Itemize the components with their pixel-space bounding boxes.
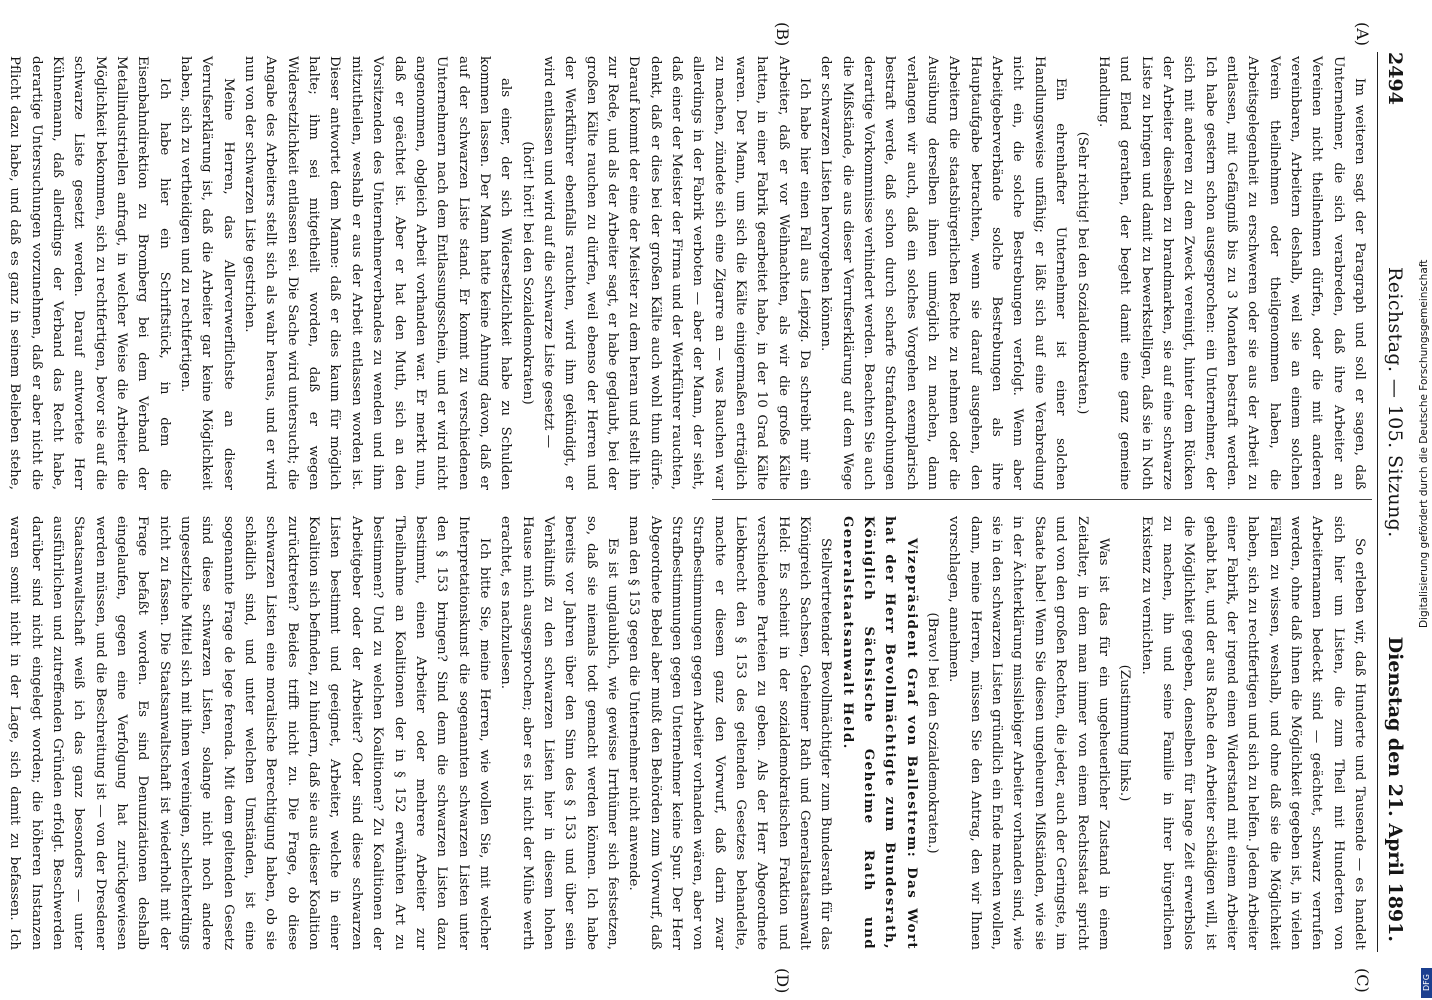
paragraph: Was ist das für ein ungeheuerlicher Zustand in einem Zeitalter, in dem man immer von einem Rechtsstaat spricht und von den großen Rechten, die jeder, auch der Geringste, im Staate habe! Wenn Sie diesen ungeheuren Mißständen, wie sie in der Ächterklärung missliebiger Arbeiter vorhanden sind, wie sie in den schwarzen Listen gründlich ein Ende machen wollen, dann, meine Herren, müssen Sie den Antrag, den wir Ihnen vorschlagen, annehmen. bbox=[946, 516, 1111, 950]
paragraph: Stellvertretender Bevollmächtigter zum Bundesrath für das Königreich Sachsen, Geheimer Rath und Generalstaatsanwalt Held: Es scheint in der sozialdemokratischen Fraktion und verschiedene Parteien zu geben. Als der Herr Abgeordnete Liebknecht den § 153 des geltenden Gesetzes behandelte, machte er diesem ganz den Vorwurf, daß darin zwar Strafbestimmungen gegen Arbeiter vorhanden wären, aber von Strafbestimmungen gegen Unternehmer keine Spur. Der Herr Abgeordnete Bebel aber mußt den Behörden zum Vorwurf, daß man den § 153 gegen die Unternehmer nicht anwende. bbox=[626, 516, 834, 950]
margin-marker-b: (B) bbox=[773, 22, 792, 47]
paragraph: So erleben wir, daß Hunderte und Tausende — es handelt sich hier um Listen, die zum Theil mit Hunderten von Arbeiternamen bedeckt sind — geächtet, schwarz verrufen werden, ohne daß ihnen die Möglichkeit gegeben ist, in vielen Fällen zu wissen, weshalb, und ohne daß sie die Möglichkeit haben, sich zu rechtfertigen und sich zu helfen. Jedem Arbeiter einer Fabrik, der irgend einen Widerstand mit einem Arbeiter gehabt hat, und der aus Rache den Arbeiter schädigen will, ist die Möglichkeit gegeben, denselben für lange Zeit erwerbslos zu machen, ihn und seine Familie in ihrer bürgerlichen Existenz zu vernichten. bbox=[1138, 516, 1367, 950]
paragraph: Ich habe hier ein Schriftstück, in dem die Eisenbahndirektion zu Bromberg bei dem Verband der Metallindustriellen anfragt, in welcher Weise die Arbeiter die Möglichkeit bekommen, sich zu rechtfertigen, bevor sie auf die schwarze Liste gesetzt werden. Darauf antwortete Herr Kühnemann, daß allerdings der Verband das Recht habe, derartige Untersuchungen vorzunehmen, daß er aber nicht die Pflicht dazu habe, und daß es ganz in seinem Belieben stehe, bbox=[7, 56, 172, 490]
dfg-logo: DFG bbox=[1421, 968, 1432, 998]
interjection: (Sehr richtig! bei den Sozialdemokraten.) bbox=[1074, 131, 1090, 415]
session-date: Dienstag den 21. April 1891. bbox=[1384, 636, 1406, 942]
paragraph: Es ist unglaublich, wie gewisse Irrthümer sich festsetzen, so, daß sie niemals todt gemacht werden können. Ich habe bereits vor Jahren über den Sinn des § 153 und über sein Verhältniß zu den schwarzen Listen hier in diesem hohen Hause mich ausgesprochen; aber es ist nicht der Mühe werth erachtet, es nachzulesen. bbox=[498, 516, 620, 950]
paragraph: Ein ehrenhafter Unternehmer ist einer solchen Handlungsweise unfähig; er läßt sich auf eine Verabredung nicht ein, die solche Bestrebungen verfolgt. Wenn aber Arbeitgeberverbände solche Bestrebungen als ihre Hauptaufgabe betrachten, wenn sie darauf ausgehen, den Arbeitern die staatsbürgerlichen Rechte zu nehmen oder die Ausübung derselben ihnen unmöglich zu machen, dann verlangen wir auch, daß ein solches Vorgehen exemplarisch bestraft werde, daß schon durch scharfe Strafandrohungen derartige Vorkommnisse verhindert werden. Beachten Sie auch die Mißstände, die aus dieser Verrufserklärung auf dem Wege der schwarzen Listen hervorgehen können. bbox=[818, 56, 1069, 490]
paragraph: Ich bitte Sie, meine Herren, wie wollen Sie, mit welcher Interpretationskunst die sogenannten schwarzen Listen unter den § 153 bringen? Sind denn die schwarzen Listen dazu bestimmt, einen Arbeiter oder mehrere Arbeiter zur Theilnahme an Koalitionen der in § 152 erwähnten Art zu bestimmen? Und zu welchen Koalitionen? Zu Koalitionen der Arbeitgeber oder der Arbeiter? Oder sind diese schwarzen Listen bestimmt und geeignet, Arbeiter, welche in einer Koalition sich befinden, zu hindern, daß sie aus dieser Koalition zurücktreten? Beides trifft nicht zu. Die Frage, ob diese schwarzen Listen eine moralische Berechtigung haben, ob sie schädlich sind, und unter welchen Umständen, ist eine sogenannte Frage de lege ferenda. Mit dem geltenden Gesetz sind diese schwarzen Listen, solange nicht noch andere ungesetzliche Mittel sich mit ihnen vereinigen, schlechterdings nicht zu fassen. Die Staatsanwaltschaft ist wiederholt mit der Frage befaßt worden. Es sind Denunziationen deshalb eingelaufen, gegen eine Verfolgung hat zurückgewiesen werden müssen, und die Beschreitung ist — von der Dresdener Staatsanwaltschaft weiß ich das ganz besonders — unter ausführlichen und zutreffenden Gründen erfolgt. Beschwerden darüber sind nicht eingelegt worden; die höheren Instanzen waren somit nicht in der Lage, sich damit zu befassen. Ich bbox=[7, 516, 492, 950]
interjection: (Bravo! bei den Sozialdemokraten.) bbox=[925, 612, 941, 854]
margin-marker-a: (A) bbox=[1353, 22, 1372, 47]
page-number: 2494 bbox=[1384, 52, 1406, 105]
interjection: (hört! hört! bei den Sozialdemokraten) bbox=[519, 141, 535, 405]
session-title: Reichstag. — 105. Sitzung. bbox=[1384, 267, 1406, 538]
page-header bbox=[1382, 52, 1412, 942]
speaker-paragraph: Vizepräsident Graf von Ballestrem: Das Wort hat der Herr Bevollmächtigte zum Bundesrath, Königlich Sächsische Geheime Rath und Generalstaatsanwalt Held. bbox=[839, 516, 920, 950]
left-column bbox=[7, 56, 1370, 490]
interjection: (Zustimmung links.) bbox=[1117, 664, 1133, 802]
digitization-credit: Digitalisierung gefördert durch die Deutsche Forschungsgemeinschaft bbox=[1418, 259, 1430, 628]
header-rule bbox=[1377, 52, 1378, 952]
paragraph: Meine Herren, das Allerverwerflichste an dieser Verrufserklärung ist, daß die Arbeiter gar keine Möglichkeit haben, sich zu vertheidigen und zu rechtfertigen. bbox=[178, 56, 236, 490]
paragraph: Im weiteren sagt der Paragraph und soll er sagen, daß Unternehmer, die sich verabreden, daß ihre Arbeiter an Vereinen nicht theilnehmen dürfen, oder die mit anderen vereinbaren, Arbeitern deshalb, weil sie an einem solchen Verein theilnehmen oder theilgenommen haben, die Arbeitsgelegenheit zu erschweren oder sie aus der Arbeit zu entlassen, mit Gefängniß bis zu 3 Monaten bestraft werden. Ich habe gestern schon ausgesprochen: ein Unternehmer, der sich mit anderen zu dem Zweck vereinigt, hinter dem Rücken der Arbeiter dieselben zu brandmarken, sie auf eine schwarze Liste zu bringen und damit zu bewerkstelligen, daß sie in Noth und Elend gerathen, der begeht damit eine ganz gemeine Handlung. bbox=[1095, 56, 1367, 490]
digitization-credit-strip bbox=[1420, 0, 1432, 1000]
paragraph: Ich habe hier einen Fall aus Leipzig. Da schreibt mir ein Arbeiter, daß er vor Weihnachten, als wir die große Kälte hatten, in einer Fabrik gearbeitet habe, in der 10 Grad Kälte waren. Der Mann, um sich die Kälte einigermaßen erträglich zu machen, zündete sich eine Zigarre an — was Rauchen war allerdings in der Fabrik verboten — aber der Mann, der sieht, daß einer der Meister der Firma und der Werkführer rauchten, denkt, daß er dies bei der großen Kälte auch wohl thun dürfe. Darauf kommt der eine der Meister zu dem heran und stellt ihn zur Rede, und als der Arbeiter sagt, er habe geglaubt, bei der großen Kälte rauchen zu dürfen, weil ebenso der Herren und der Werkführer ebenfalls rauchten, wird ihm gekündigt, er wird entlassen und wird auf die schwarze Liste gesetzt — bbox=[540, 56, 813, 490]
paragraph: als einer, der sich Widersetzlichkeit habe zu Schulden kommen lassen. Der Mann hatte keine Ahnung davon, daß er auf der schwarzen Liste stand. Er kommt zu verschiedenen Unternehmern nach dem Entlassungsschein, und er wird nicht angenommen, obgleich Arbeit vorhanden war. Er merkt nun, daß er geächtet ist. Aber er hat den Muth, sich an den Vorsitzenden des Unternehmerverbandes zu wenden und ihm mitzutheilen, weshalb er aus der Arbeit entlassen worden ist. Dieser antwortet dem Manne: daß er dies kaum für möglich halte; ihm sei mitgetheilt worden, daß er wegen Widersetzlichkeit entlassen sei. Die Sache wird untersucht; die Angabe des Arbeiters stellt sich als wahr heraus, und er wird nun von der schwarzen Liste gestrichen. bbox=[242, 56, 514, 490]
column-divider bbox=[712, 499, 1372, 500]
margin-marker-d: (D) bbox=[773, 968, 792, 994]
margin-marker-c: (C) bbox=[1353, 968, 1372, 993]
right-column bbox=[7, 516, 1370, 950]
